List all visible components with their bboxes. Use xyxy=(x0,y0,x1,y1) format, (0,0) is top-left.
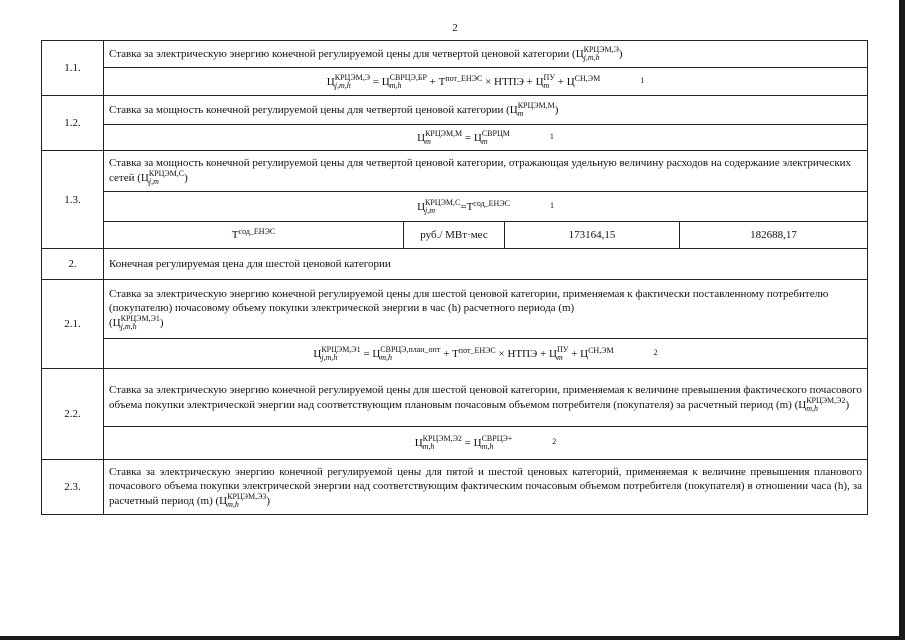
table-row xyxy=(42,249,868,280)
symbol: (Ц КРЦЭМ,Э3 m,h ) xyxy=(215,492,271,509)
footnote-ref: 1 xyxy=(549,200,554,210)
row-number: 2. xyxy=(42,249,104,280)
row-number: 2.2. xyxy=(42,369,104,460)
symbol: (Ц КРЦЭМ,Э2 m,h ) xyxy=(794,395,850,413)
row-number: 1.3. xyxy=(42,151,104,249)
symbol: (Ц КРЦЭМ,М m ) xyxy=(506,101,559,118)
row-number: 2.3. xyxy=(42,460,104,515)
table-row xyxy=(42,460,868,515)
unit-cell: руб./ МВт·мес xyxy=(404,222,505,249)
row-number: 1.1. xyxy=(42,41,104,96)
table-row xyxy=(42,280,868,339)
value-cell-2: 182688,17 xyxy=(680,222,868,249)
row-number: 2.1. xyxy=(42,280,104,369)
scan-edge-right xyxy=(899,0,905,640)
formula: Ц КРЦЭМ,Э j,m,h = Ц СВРЦЭ,БР m,h + $Т^{пот\_ЕНЭС}$ × НТПЭ + Ц ПУ m + $Ц^{СН,ЭМ}$ 1 xyxy=(104,68,868,96)
row-description: Ставка за электрическую энергию конечной регулируемой цены для шестой ценовой категории, применяемая к величине превышения фактического почасового объема покупки электрической энергии над соответствующим плановым почасовым объемом потребителя (покупателя) за расчетный период (m) (Ц КРЦЭМ,Э2 m,h ) xyxy=(104,369,868,427)
formula-row xyxy=(42,68,868,96)
table-row xyxy=(42,96,868,125)
row-number: 1.2. xyxy=(42,96,104,151)
formula-row xyxy=(42,339,868,369)
row-description: Ставка за электрическую энергию конечной регулируемой цены для четвертой ценовой категории (Ц КРЦЭМ,Э j,m,h ) xyxy=(104,41,868,68)
formula-row xyxy=(42,427,868,460)
row-description: Ставка за электрическую энергию конечной регулируемой цены для пятой и шестой ценовых категорий, применяемая к величине превышения планового почасового объема покупки электрической энергии над соответствующим фактическим почасовым объемом потребителя (покупателя) в отношении часа (h), за расчетный период (m) (Ц КРЦЭМ,Э3 m,h ) xyxy=(104,460,868,515)
symbol: (Ц КРЦЭМ,С j,m ) xyxy=(137,169,188,186)
scan-edge-bottom xyxy=(0,636,905,640)
formula: Ц КРЦЭМ,Э1 j,m,h = Ц СВРЦЭ,план_опт m,h + $Т^{пот\_ЕНЭС}$ × НТПЭ + Ц ПУ m + $Ц^{СН,ЭМ}$ 2 xyxy=(104,339,868,369)
formula: Ц КРЦЭМ,С j,m $=Т^{сод\_ЕНЭС}$ 1 xyxy=(104,192,868,222)
value-cell-1: 173164,15 xyxy=(505,222,680,249)
row-description: Ставка за электрическую энергию конечной регулируемой цены для шестой ценовой категории, применяемая к фактически поставленному потребителю (покупателю) почасовому объему покупки электрической энергии в час (h) расчетного периода (m) (Ц КРЦЭМ,Э1 j,m,h ) xyxy=(104,280,868,339)
page-number: 2 xyxy=(452,22,458,34)
formula: Ц КРЦЭМ,Э2 m,h = Ц СВРЦЭ+ m,h 2 xyxy=(104,427,868,460)
footnote-ref: 1 xyxy=(549,131,554,141)
row-description: Ставка за мощность конечной регулируемой цены для четвертой ценовой категории, отражающая удельную величину расходов на содержание электрических сетей (Ц КРЦЭМ,С j,m ) xyxy=(104,151,868,192)
data-row xyxy=(42,222,868,249)
formula-row xyxy=(42,192,868,222)
tariff-table xyxy=(41,40,868,515)
formula-row xyxy=(42,125,868,151)
footnote-ref: 2 xyxy=(653,347,658,357)
table-row xyxy=(42,369,868,427)
formula: Ц КРЦЭМ,М m = Ц СВРЦМ m 1 xyxy=(104,125,868,151)
row-description: Ставка за мощность конечной регулируемой цены для четвертой ценовой категории (Ц КРЦЭМ,М m ) xyxy=(104,96,868,125)
parameter-symbol: $Т^{сод\_ЕНЭС}$ xyxy=(104,222,404,249)
symbol: (Ц КРЦЭМ,Э j,m,h ) xyxy=(572,45,623,62)
table-row xyxy=(42,41,868,68)
symbol: (Ц КРЦЭМ,Э1 j,m,h ) xyxy=(109,314,164,331)
row-description: Конечная регулируемая цена для шестой ценовой категории xyxy=(104,249,868,280)
table-row xyxy=(42,151,868,192)
footnote-ref: 2 xyxy=(552,437,557,446)
footnote-ref: 1 xyxy=(640,75,645,85)
